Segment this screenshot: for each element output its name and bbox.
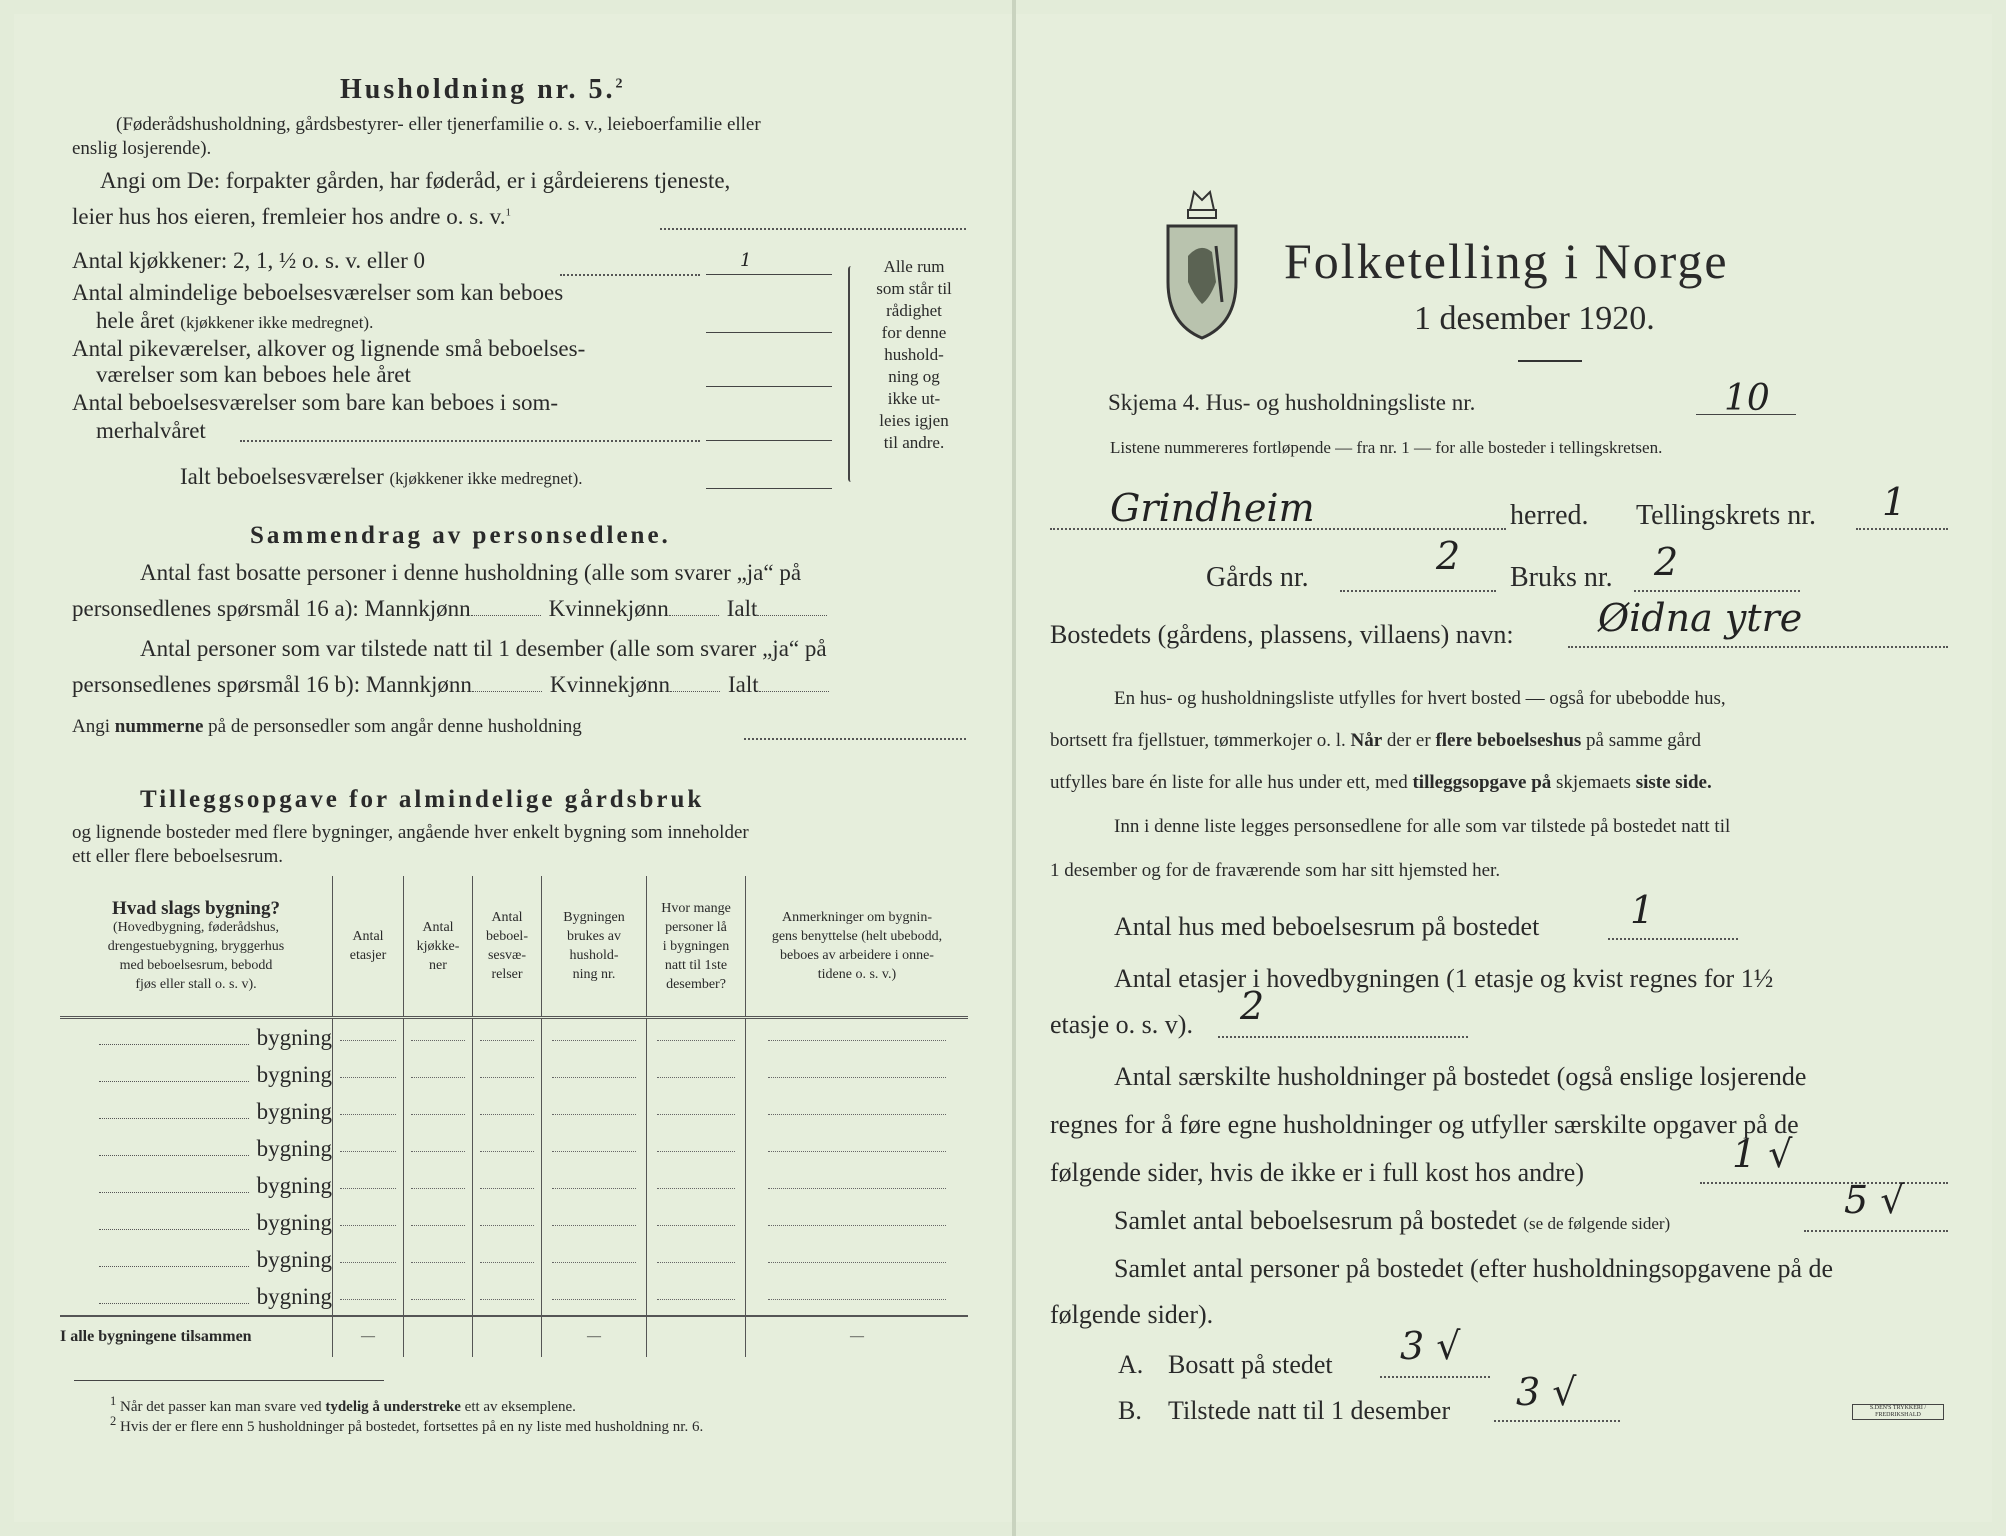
etasjer-line-2: etasje o. s. v). [1050, 1010, 1193, 1039]
table-row: bygning [60, 1204, 968, 1241]
side-note: Alle rum som står til rådighet for denne hushold- ning og ikke ut- leies igjen til andre. [876, 257, 952, 452]
herred-value: Grindheim [1110, 486, 1315, 530]
herred-label: herred. [1510, 500, 1589, 531]
summary-1a: Antal fast bosatte personer i denne husholdning (alle som svarer „ja“ på [140, 560, 802, 585]
etasjer-value: 2 [1240, 984, 1265, 1028]
samlet-pers-2: følgende sider). [1050, 1300, 1214, 1329]
col-persons: Hvor mange personer lå i bygningen natt til 1ste desember? [647, 876, 746, 1018]
krets-value: 1 [1882, 480, 1907, 524]
para1-a: En hus- og husholdningsliste utfylles for hvert bosted — også for ubebodde hus, [1114, 688, 1726, 709]
hus-label: Antal hus med beboelsesrum på bostedet [1114, 912, 1540, 941]
rooms-regular-2: hele året (kjøkkener ikke medregnet). [96, 308, 374, 333]
samlet-rum-value: 5 √ [1844, 1178, 1905, 1222]
krets-label: Tellingskrets nr. [1636, 500, 1817, 531]
supplement-title: Tilleggsopgave for almindelige gårdsbruk [140, 786, 705, 813]
rooms-small-2: værelser som kan beboes hele året [96, 362, 411, 387]
footnote-1: $^1$ Når det passer kan man svare ved tydelig å understreke ett av eksemplene. [110, 1394, 576, 1415]
table-row: bygning [60, 1241, 968, 1278]
angi-line-1: Angi om De: forpakter gården, har føderåd, er i gårdeierens tjeneste, [100, 168, 731, 193]
bosted-label: Bostedets (gårdens, plassens, villaens) navn: [1050, 620, 1514, 649]
kitchens-label: Antal kjøkkener: 2, 1, ½ o. s. v. eller 0 [72, 248, 426, 273]
bosted-value: Øidna ytre [1598, 596, 1803, 640]
rooms-regular-1: Antal almindelige beboelsesværelser som kan beboes [72, 280, 564, 305]
para1-c: utfylles bare én liste for alle hus under ett, med tilleggsopgave på skjemaets siste side. [1050, 772, 1712, 793]
footnote-2: $^2$ Hvis der er flere enn 5 husholdninger på bostedet, fortsettes på en ny liste med husholdning nr. 6. [110, 1414, 704, 1435]
rooms-summer-1: Antal beboelsesværelser som bare kan beboes i som- [72, 390, 559, 415]
summary-title: Sammendrag av personsedlene. [250, 522, 671, 549]
kitchens-value: 1 [740, 250, 752, 271]
listene-note: Listene nummereres fortløpende — fra nr. 1 — for alle bosteder i tellingskretsen. [1110, 438, 1663, 457]
page-fold [1012, 0, 1016, 1536]
bruks-label: Bruks nr. [1510, 562, 1613, 593]
para2-a: Inn i denne liste legges personsedlene for alle som var tilstede på bostedet natt til [1114, 816, 1731, 837]
saer-line-2: regnes for å føre egne husholdninger og utfyller særskilte opgaver på de [1050, 1110, 1799, 1139]
numbers-line: Angi nummerne på de personsedler som angår denne husholdning [72, 716, 582, 737]
hus-value: 1 [1630, 888, 1655, 932]
col-remarks: Anmerkninger om bygnin- gens benyttelse (helt ubebodd, beboes av arbeidere i onne- tidene o. s. v.) [746, 876, 969, 1018]
building-table [60, 876, 968, 1357]
gards-label: Gårds nr. [1206, 562, 1309, 593]
printer-stamp: S.DEN'S TRYKKERI / FREDRIKSHALD [1852, 1404, 1944, 1420]
schema-value: 10 [1724, 378, 1770, 419]
gards-value: 2 [1436, 534, 1461, 578]
census-date: 1 desember 1920. [1414, 300, 1655, 337]
household-title: Husholdning nr. 5.$^2$ [340, 74, 626, 105]
title-ornament [1518, 360, 1582, 362]
rooms-small-1: Antal pikeværelser, alkover og lignende små beboelses- [72, 336, 586, 361]
table-sum-row: I alle bygningene tilsammen — — — [60, 1316, 968, 1357]
table-row: bygning [60, 1130, 968, 1167]
rooms-summer-2: merhalvåret [96, 418, 206, 443]
household-subtitle-2: enslig losjerende). [72, 138, 212, 159]
schema-line: Skjema 4. Hus- og husholdningsliste nr. [1108, 390, 1476, 415]
saer-line-3: følgende sider, hvis de ikke er i full kost hos andre) [1050, 1158, 1584, 1187]
saer-line-1: Antal særskilte husholdninger på bostedet (også enslige losjerende [1114, 1062, 1807, 1091]
table-row: bygning [60, 1278, 968, 1316]
b-label: B. [1118, 1396, 1142, 1425]
summary-1b: personsedlenes spørsmål 16 a): Mannkjønn Kvinnekjønn Ialt [72, 596, 827, 622]
table-row: bygning [60, 1167, 968, 1204]
col-rooms: Antal beboel- sesvæ- relser [473, 876, 542, 1018]
saer-value: 1 √ [1732, 1132, 1793, 1176]
summary-2b: personsedlenes spørsmål 16 b): Mannkjønn Kvinnekjønn Ialt [72, 672, 829, 698]
supplement-1: og lignende bosteder med flere bygninger, angående hver enkelt bygning som inneholder [72, 822, 749, 843]
samlet-rum: Samlet antal beboelsesrum på bostedet (se de følgende sider) [1114, 1206, 1671, 1235]
para1-b: bortsett fra fjellstuer, tømmerkojer o. l. Når der er flere beboelseshus på samme gård [1050, 730, 1702, 751]
col-floors: Antal etasjer [333, 876, 404, 1018]
b-text: Tilstede natt til 1 desember [1168, 1396, 1451, 1425]
supplement-2: ett eller flere beboelsesrum. [72, 846, 284, 867]
coat-of-arms-icon [1160, 186, 1244, 342]
table-row: bygning [60, 1018, 968, 1057]
bruks-value: 2 [1654, 540, 1679, 584]
col-building-type: Hvad slags bygning? (Hovedbygning, føderådshus, drengestuebygning, bryggerhus med beboelsesrum, bebodd fjøs eller stall o. s. v). [60, 876, 333, 1018]
table-row: bygning [60, 1093, 968, 1130]
b-value: 3 √ [1516, 1370, 1577, 1414]
col-household: Bygningen brukes av hushold- ning nr. [542, 876, 647, 1018]
rooms-total: Ialt beboelsesværelser (kjøkkener ikke medregnet). [180, 464, 583, 489]
census-title: Folketelling i Norge [1284, 233, 1729, 289]
table-row: bygning [60, 1056, 968, 1093]
a-text: Bosatt på stedet [1168, 1350, 1333, 1379]
para2-b: 1 desember og for de fraværende som har sitt hjemsted her. [1050, 860, 1501, 881]
household-subtitle-1: (Føderådshusholdning, gårdsbestyrer- eller tjenerfamilie o. s. v., leieboerfamilie eller [116, 114, 761, 135]
etasjer-line-1: Antal etasjer i hovedbygningen (1 etasje og kvist regnes for 1½ [1114, 964, 1774, 993]
samlet-pers-1: Samlet antal personer på bostedet (efter husholdningsopgavene på de [1114, 1254, 1834, 1283]
angi-line-2: leier hus hos eieren, fremleier hos andre o. s. v.$^1$ [72, 204, 511, 229]
a-label: A. [1118, 1350, 1144, 1379]
col-kitchens: Antal kjøkke- ner [404, 876, 473, 1018]
brace [848, 266, 854, 482]
summary-2a: Antal personer som var tilstede natt til 1 desember (alle som svarer „ja“ på [140, 636, 827, 661]
a-value: 3 √ [1400, 1324, 1461, 1368]
